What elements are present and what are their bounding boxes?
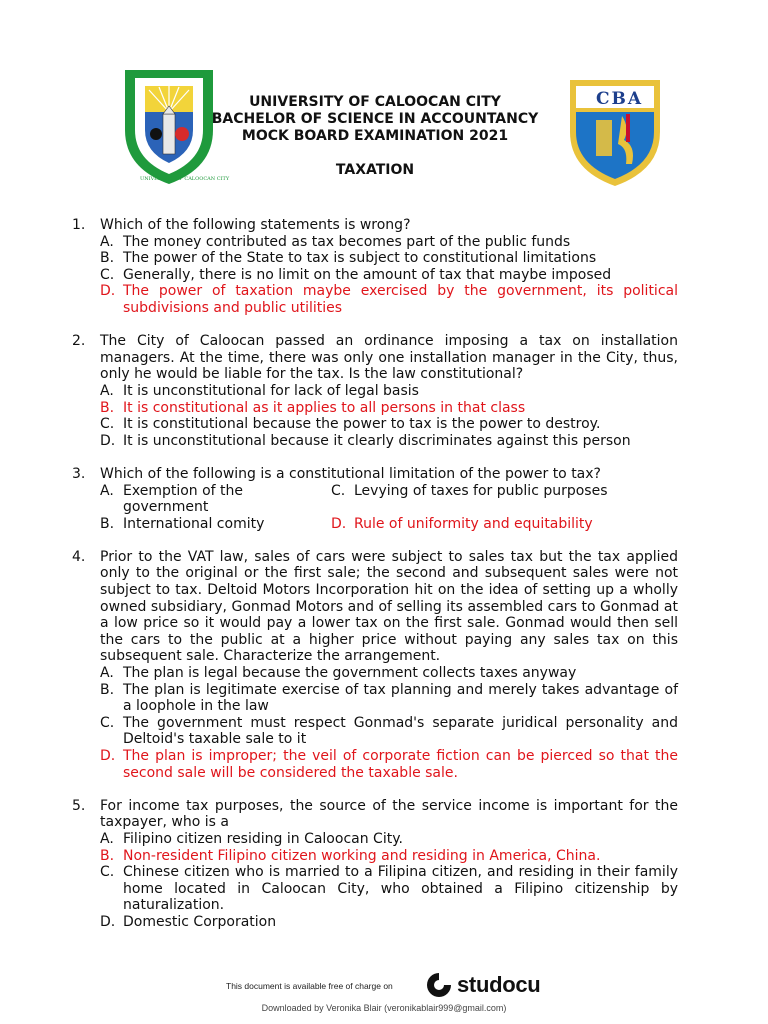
option-text: Rule of uniformity and equitability [354,515,593,532]
option-letter: A. [100,830,114,847]
option-c [100,864,678,914]
question-4 [72,549,678,781]
exam-questions [72,217,678,947]
question-stem: Which of the following is a constitutional limitation of the power to tax? [100,465,601,482]
option-letter: B. [100,399,115,416]
question-number: 2. [72,333,86,350]
option-letter: D. [100,748,116,764]
option-a [100,383,678,400]
left-logo-text: UNIVERSITY OF CALOOCAN CITY [140,176,230,182]
option-letter: A. [100,233,114,250]
option-c [100,715,678,748]
option-b [100,516,331,533]
exam-name: MOCK BOARD EXAMINATION 2021 [241,128,509,144]
option-text: Levying of taxes for public purposes [354,482,608,499]
question-3 [72,466,678,532]
option-d [100,433,678,450]
option-text: The power of the State to tax is subject to constitutional limitations [123,250,597,267]
option-b [100,682,678,715]
option-text: It is constitutional because the power to tax is the power to destroy. [123,416,601,433]
option-text: Filipino citizen residing in Caloocan City. [123,830,403,847]
option-b-answer [100,400,678,417]
option-a [100,831,678,848]
option-a [100,483,331,516]
option-letter: D. [331,515,347,532]
question-stem: For income tax purposes, the source of the service income is important for the taxpayer, who is a [100,797,678,831]
question-number: 4. [72,548,86,565]
option-c [100,267,678,284]
option-letter: D. [100,283,116,300]
question-number: 3. [72,465,86,482]
studocu-logo-icon [425,971,453,999]
option-text: It is unconstitutional because it clearly discriminates against this person [123,432,631,449]
download-attribution: Downloaded by Veronika Blair (veronikablair999@gmail.com) [261,1003,507,1013]
option-c [100,416,678,433]
program-name: BACHELOR OF SCIENCE IN ACCOUNTANCY [211,111,539,127]
option-b-answer [100,848,678,865]
document-header [0,68,768,198]
option-letter: C. [331,482,346,499]
option-text: The plan is improper; the veil of corporate fiction can be pierced so that the second sale will be considered the taxable sale. [123,748,678,781]
option-text: The money contributed as tax becomes part of the public funds [123,233,571,250]
option-letter: B. [100,847,115,864]
cba-logo-text: CBA [596,89,644,109]
option-text: The plan is legal because the government collects taxes anyway [123,665,577,682]
option-a [100,665,678,682]
option-text: The plan is legitimate exercise of tax planning and merely takes advantage of a loophole in the law [123,681,678,715]
option-text: The power of taxation maybe exercised by the government, its political subdivisions and public utilities [123,283,678,316]
option-d-answer [100,748,678,781]
option-letter: A. [100,665,114,682]
question-number: 1. [72,217,86,233]
option-text: The government must respect Gonmad's separate juridical personality and Deltoid's taxable sale to it [123,714,678,748]
question-1 [72,217,678,317]
option-text: Domestic Corporation [123,913,277,930]
question-stem: Which of the following statements is wrong? [100,217,411,233]
exam-title-block [195,94,555,179]
question-stem: Prior to the VAT law, sales of cars were subject to sales tax but the tax applied only to the original or the first sale; the second and subsequent sales were not subject to tax. Deltoid Motors Incorporation hit on the idea of setting up a wholly owned subsidiary, Gonmad Motors and of selling its assembled cars to Gonmad at a low price so it would pay a lower tax on the first sale. Gonmad would then sell the cars to the public at a higher price without paying any sales tax on this subsequent sale. Characterize the arrangement. [100,548,678,665]
option-text: International comity [123,515,265,532]
option-text: Generally, there is no limit on the amount of tax that maybe imposed [123,266,612,283]
option-c [331,483,678,516]
option-letter: D. [100,432,116,449]
studocu-wordmark: studocu [457,972,541,997]
university-name: UNIVERSITY OF CALOOCAN CITY [249,94,501,110]
option-text: It is constitutional as it applies to all persons in that class [123,399,526,416]
question-number: 5. [72,797,86,814]
option-text: Non-resident Filipino citizen working and residing in America, China. [123,847,601,864]
option-a [100,234,678,251]
option-text: It is unconstitutional for lack of legal basis [123,382,419,399]
option-letter: C. [100,714,115,731]
option-letter: A. [100,482,114,499]
option-letter: B. [100,515,115,532]
availability-note: This document is available free of charge on [226,981,393,991]
question-2 [72,333,678,449]
option-d [100,914,678,931]
option-letter: C. [100,416,115,433]
option-letter: B. [100,681,115,698]
option-letter: B. [100,250,115,267]
option-letter: A. [100,382,114,399]
options-grid [100,483,678,533]
question-stem: The City of Caloocan passed an ordinance imposing a tax on installation managers. At the time, there was only one installation manager in the City, thus, only he would be liable for the tax. Is the law constitutional? [100,333,678,383]
option-d-answer [331,516,678,533]
option-text: Chinese citizen who is married to a Filipina citizen, and residing in their family home located in Caloocan City, who obtained a Filipino citizenship by naturalization. [123,864,678,914]
option-d-answer [100,283,678,316]
studocu-brand-link[interactable] [425,970,540,1000]
option-letter: C. [100,266,115,283]
subject-title: TAXATION [335,162,415,178]
option-letter: C. [100,864,115,881]
option-b [100,250,678,267]
option-letter: D. [100,913,116,930]
question-5 [72,798,678,931]
option-text: Exemption of the government [123,482,244,516]
